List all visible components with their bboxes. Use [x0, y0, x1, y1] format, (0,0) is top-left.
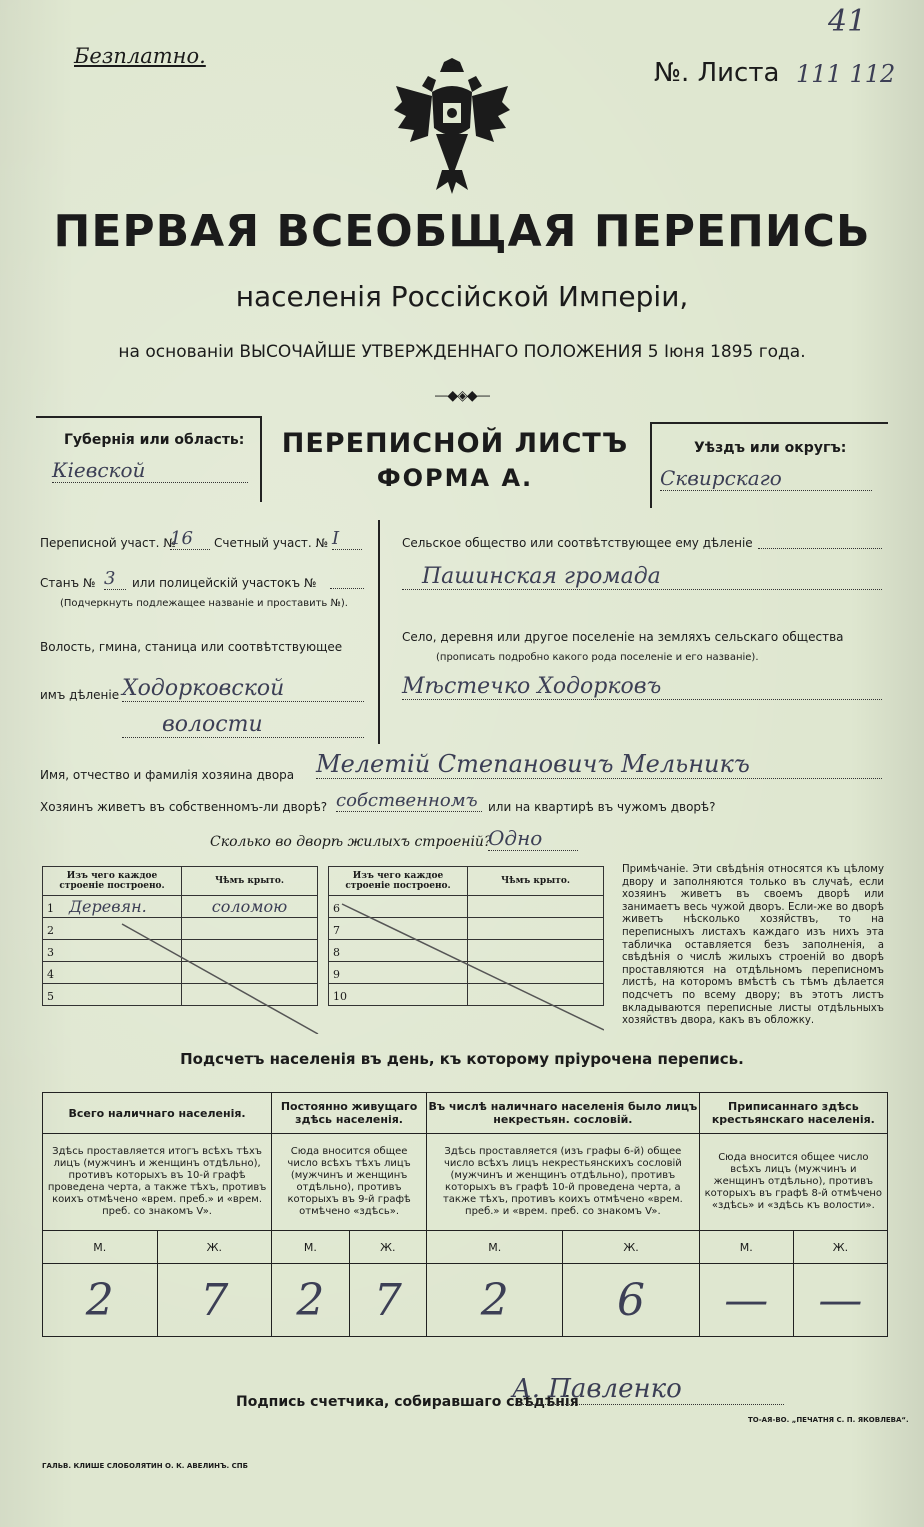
village-label: Село, деревня или другое поселеніе на земляхъ сельскаго общества: [402, 630, 844, 644]
building-number: 10: [333, 990, 347, 1003]
population-column-description: Здѣсь проставляется (изъ графы 6-й) общее число всѣхъ лицъ некрестьянскихъ сословій (мужчинъ и женщинъ отдѣльно), противъ которыхъ въ графѣ 10-й проведена черта, а также тѣхъ, противъ коихъ отмѣчено «врем. преб.» и «врем. преб. со знакомъ V».: [427, 1134, 700, 1231]
female-count: —: [793, 1264, 887, 1337]
police-label: или полицейскій участокъ №: [132, 576, 317, 590]
female-label: Ж.: [157, 1231, 272, 1264]
roof-header: Чѣмъ крыто.: [182, 867, 318, 896]
female-label: Ж.: [563, 1231, 699, 1264]
building-number: 5: [47, 990, 54, 1003]
census-section-value: 16: [170, 528, 210, 550]
owner-lives-value: собственномъ: [336, 790, 482, 812]
population-column-description: Сюда вносится общее число всѣхъ тѣхъ лицъ (мужчинъ и женщинъ отдѣльно), противъ которыхъ въ 9-й графѣ отмѣчено «здѣсь».: [272, 1134, 427, 1231]
strike-through-lines: [42, 894, 604, 1034]
census-section-label: Переписной участ. №: [40, 536, 176, 550]
sheet-number-value: 111 112: [796, 60, 896, 88]
population-column-title: Въ числѣ наличнаго населенія было лицъ некрестьян. сословій.: [427, 1093, 700, 1134]
roof-header: Чѣмъ крыто.: [468, 867, 604, 896]
uezd-box: [650, 422, 888, 508]
buildings-count-value: Одно: [488, 826, 578, 851]
owner-lives-label: Хозяинъ живетъ въ собственномъ-ли дворѣ?: [40, 800, 328, 814]
building-number: 1: [47, 902, 54, 915]
ornament-divider: —◆◈◆—: [434, 388, 490, 404]
population-column-title: Постоянно живущаго здѣсь населенія.: [272, 1093, 427, 1134]
male-count: 2: [272, 1264, 349, 1337]
female-count: 7: [349, 1264, 426, 1337]
male-label: М.: [43, 1231, 158, 1264]
uezd-value: Сквирскаго: [660, 466, 872, 491]
gubernia-label: Губернія или область:: [64, 432, 245, 448]
census-basis: на основаніи ВЫСОЧАЙШЕ УТВЕРЖДЕННАГО ПОЛОЖЕНИЯ 5 Іюня 1895 года.: [118, 342, 806, 362]
material-header: Изъ чего каждое строеніе построено.: [329, 867, 468, 896]
male-label: М.: [427, 1231, 563, 1264]
census-subtitle: населенія Россійской Имперіи,: [235, 280, 689, 313]
sheet-number-label: №. Листа: [654, 58, 780, 88]
population-heading: Подсчетъ населенія въ день, къ которому пріурочена перепись.: [180, 1050, 744, 1068]
volost-value: Ходорковской: [122, 676, 364, 702]
female-count: 6: [563, 1264, 699, 1337]
gubernia-value: Кіевской: [52, 458, 248, 483]
census-title: ПЕРВАЯ ВСЕОБЩАЯ ПЕРЕПИСЬ: [53, 206, 871, 257]
material-header: Изъ чего каждое строеніе построено.: [43, 867, 182, 896]
stan-note: (Подчеркнуть подлежащее названіе и проставить №).: [60, 598, 348, 609]
building-number: 2: [47, 924, 54, 937]
population-table: [42, 1092, 888, 1337]
building-material: Деревян.: [69, 897, 147, 916]
footer-left: ГАЛЬВ. КЛИШЕ СЛОБОЛЯТИН О. К. АВЕЛИНЪ. СПБ: [42, 1462, 248, 1470]
population-column-title: Всего наличнаго населенія.: [43, 1093, 272, 1134]
building-number: 9: [333, 968, 340, 981]
owner-name-value: Мелетій Степановичъ Мельникъ: [316, 750, 882, 779]
footer-right: ТО-АЯ-ВО. „ПЕЧАТНЯ С. П. ЯКОВЛЕВА“.: [748, 1416, 909, 1424]
village-value: Мѣстечко Ходорковъ: [402, 674, 882, 700]
imperial-eagle-icon: [392, 58, 512, 194]
society-value: Пашинская громада: [402, 564, 882, 590]
male-count: 2: [43, 1264, 158, 1337]
count-section-value: I: [332, 528, 362, 550]
female-label: Ж.: [349, 1231, 426, 1264]
volost-label: Волость, гмина, станица или соотвѣтствующее: [40, 640, 343, 654]
population-column-description: Сюда вносится общее число всѣхъ лицъ (мужчинъ и женщинъ отдѣльно), противъ которыхъ въ графѣ 8-й отмѣчено «здѣсь» и «здѣсь къ волости».: [699, 1134, 887, 1231]
signature-label: Подпись счетчика, собиравшаго свѣдѣнія: [236, 1394, 579, 1410]
stan-label: Станъ №: [40, 576, 96, 590]
buildings-count-label: Сколько во дворѣ жилыхъ строеній?: [210, 834, 492, 850]
population-column-title: Приписаннаго здѣсь крестьянскаго населенія.: [699, 1093, 887, 1134]
building-number: 4: [47, 968, 54, 981]
form-title: ПЕРЕПИСНОЙ ЛИСТЪ: [281, 428, 629, 459]
signature-value: А. Павленко: [512, 1374, 784, 1405]
building-number: 3: [47, 946, 54, 959]
male-count: 2: [427, 1264, 563, 1337]
volost-value-2: волости: [122, 712, 364, 738]
count-section-label: Счетный участ. №: [214, 536, 329, 550]
police-blank: [330, 586, 364, 589]
building-number: 7: [333, 924, 340, 937]
male-count: —: [699, 1264, 793, 1337]
building-roof: соломою: [182, 896, 318, 918]
male-label: М.: [699, 1231, 793, 1264]
society-label: Сельское общество или соотвѣтствующее ему дѣленіе: [402, 536, 753, 550]
male-label: М.: [272, 1231, 349, 1264]
population-column-description: Здѣсь проставляется итогъ всѣхъ тѣхъ лицъ (мужчинъ и женщинъ отдѣльно), противъ которыхъ въ 10-й графѣ проведена черта, а также тѣхъ, противъ коихъ отмѣчено «врем. преб.» и «врем. преб. со знакомъ V».: [43, 1134, 272, 1231]
society-blank: [758, 546, 882, 549]
stan-value: 3: [104, 568, 126, 590]
village-note: (прописать подробно какого рода поселеніе и его названіе).: [436, 652, 759, 663]
owner-rent-label: или на квартирѣ въ чужомъ дворѣ?: [488, 800, 716, 814]
uezd-label: Уѣздъ или округъ:: [694, 440, 847, 456]
female-label: Ж.: [793, 1231, 887, 1264]
free-label: Безплатно.: [74, 44, 206, 68]
volost-label-2: имъ дѣленіе: [40, 688, 120, 702]
fields-divider: [378, 520, 380, 744]
corner-number: 41: [828, 4, 867, 39]
building-number: 6: [333, 902, 340, 915]
female-count: 7: [157, 1264, 272, 1337]
note-text: Примѣчаніе. Эти свѣдѣнія относятся къ цѣлому двору и заполняются только въ случаѣ, если хозяинъ живетъ въ своемъ дворѣ или занимаетъ весь чужой дворъ. Если-же во дворѣ живетъ нѣсколько хозяйствъ, то на переписныхъ листахъ каждаго изъ нихъ эта табличка оставляется безъ заполненія, а свѣдѣнія о числѣ жилыхъ строеній во дворѣ проставляются на отдѣльномъ переписномъ листѣ, на которомъ вмѣстѣ съ тѣмъ дѣлается подсчетъ по всему двору; въ этотъ листъ вкладываются переписные листы отдѣльныхъ хозяйствъ двора, какъ въ обложку.: [622, 864, 884, 1027]
owner-name-label: Имя, отчество и фамилія хозяина двора: [40, 768, 295, 782]
building-number: 8: [333, 946, 340, 959]
form-subtitle: ФОРМА А.: [376, 464, 534, 492]
